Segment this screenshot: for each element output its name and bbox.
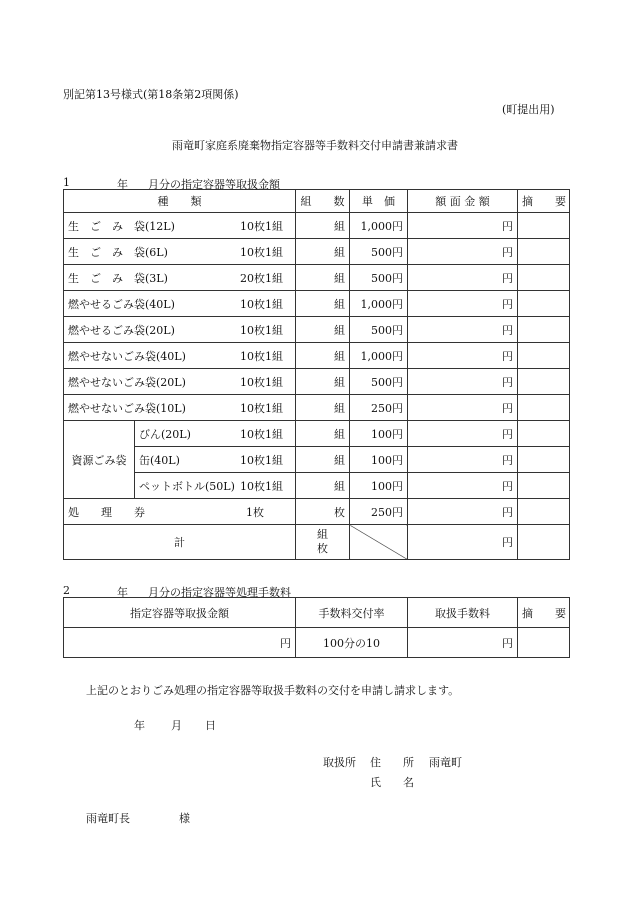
ticket-unit: 1枚 <box>246 505 264 519</box>
item-kind-cell <box>64 213 296 239</box>
page-title: 雨竜町家庭系廃棄物指定容器等手数料交付申請書兼請求書 <box>172 139 458 152</box>
header-handling-amount: 指定容器等取扱金額 <box>64 598 296 628</box>
resource-item-row <box>64 473 570 499</box>
statement: 上記のとおりごみ処理の指定容器等取扱手数料の交付を申請し請求します。 <box>86 684 460 697</box>
header-fee: 取扱手数料 <box>408 598 518 628</box>
item-price: 500円 <box>350 265 408 291</box>
header-kind: 種 類 <box>64 190 296 213</box>
ticket-price: 250円 <box>350 499 408 525</box>
total-price-diagonal <box>350 525 408 560</box>
total-unit-sheets: 枚 <box>317 542 328 555</box>
ticket-yen: 円 <box>408 499 518 525</box>
resource-price: 100円 <box>350 447 408 473</box>
total-note[interactable] <box>518 525 570 560</box>
ticket-note[interactable] <box>518 499 570 525</box>
resource-price: 100円 <box>350 473 408 499</box>
section1-caption: 月分の指定容器等取扱金額 <box>148 178 280 191</box>
item-price: 500円 <box>350 317 408 343</box>
item-name: 生 ご み 袋(12L) <box>68 219 175 233</box>
item-row <box>64 369 570 395</box>
item-set-unit: 組 <box>296 317 350 343</box>
header-price: 単 価 <box>350 190 408 213</box>
item-set-unit: 組 <box>296 213 350 239</box>
header-sets: 組 数 <box>296 190 350 213</box>
item-name: 燃やせないごみ袋(40L) <box>68 349 186 363</box>
item-set-unit: 組 <box>296 265 350 291</box>
section2-year: 年 <box>117 586 128 599</box>
handling-amount-yen: 円 <box>64 628 296 658</box>
addressee-suffix: 様 <box>179 812 190 825</box>
item-price: 1,000円 <box>350 291 408 317</box>
submit-to: (町提出用) <box>502 103 555 116</box>
item-price: 250円 <box>350 395 408 421</box>
item-note[interactable] <box>518 369 570 395</box>
item-name: 燃やせるごみ袋(40L) <box>68 297 175 311</box>
resource-kind-cell <box>135 473 296 499</box>
item-note[interactable] <box>518 317 570 343</box>
section1-year: 年 <box>117 178 128 191</box>
resource-set-unit: 組 <box>296 447 350 473</box>
resource-item-unit: 10枚1組 <box>240 427 283 441</box>
item-name: 生 ご み 袋(3L) <box>68 271 168 285</box>
resource-yen: 円 <box>408 421 518 447</box>
item-name: 燃やせないごみ袋(20L) <box>68 375 186 389</box>
section1-number: 1 <box>63 176 70 189</box>
item-price: 500円 <box>350 369 408 395</box>
item-price: 1,000円 <box>350 343 408 369</box>
item-set-unit: 組 <box>296 239 350 265</box>
rate-value: 100分の10 <box>296 628 408 658</box>
resource-note[interactable] <box>518 447 570 473</box>
item-yen: 円 <box>408 291 518 317</box>
item-set-unit: 組 <box>296 395 350 421</box>
resource-set-unit: 組 <box>296 421 350 447</box>
resource-item-row <box>64 447 570 473</box>
resource-item-unit: 10枚1組 <box>240 453 283 467</box>
header-note2: 摘 要 <box>518 598 570 628</box>
resource-note[interactable] <box>518 473 570 499</box>
form-id: 別記第13号様式(第18条第2項関係) <box>63 88 239 101</box>
item-unit: 10枚1組 <box>240 245 283 259</box>
item-note[interactable] <box>518 291 570 317</box>
resource-price: 100円 <box>350 421 408 447</box>
fee-table <box>63 597 570 658</box>
applicant-label: 取扱所 <box>323 756 356 769</box>
date-year: 年 <box>134 719 145 732</box>
item-row <box>64 343 570 369</box>
ticket-set-unit: 枚 <box>296 499 350 525</box>
item-row <box>64 239 570 265</box>
item-yen: 円 <box>408 213 518 239</box>
item-row <box>64 265 570 291</box>
item-note[interactable] <box>518 239 570 265</box>
total-row <box>64 525 570 560</box>
item-set-unit: 組 <box>296 291 350 317</box>
item-row <box>64 395 570 421</box>
date-month: 月 <box>171 719 182 732</box>
resource-set-unit: 組 <box>296 473 350 499</box>
item-note[interactable] <box>518 395 570 421</box>
item-row <box>64 213 570 239</box>
item-yen: 円 <box>408 317 518 343</box>
item-price: 1,000円 <box>350 213 408 239</box>
item-name: 生 ご み 袋(6L) <box>68 245 168 259</box>
item-yen: 円 <box>408 369 518 395</box>
ticket-cell <box>64 499 296 525</box>
item-kind-cell <box>64 317 296 343</box>
ticket-row <box>64 499 570 525</box>
fee-row <box>64 628 570 658</box>
item-note[interactable] <box>518 265 570 291</box>
resource-label: 資源ごみ袋 <box>64 421 135 499</box>
header-note: 摘 要 <box>518 190 570 213</box>
resource-kind-cell <box>135 447 296 473</box>
resource-item-name: 缶(40L) <box>139 453 180 467</box>
resource-yen: 円 <box>408 447 518 473</box>
addressee-name: 雨竜町長 <box>86 812 130 825</box>
total-yen: 円 <box>408 525 518 560</box>
fee-yen: 円 <box>408 628 518 658</box>
item-unit: 10枚1組 <box>240 323 283 337</box>
resource-item-name: ペットボトル(50L) <box>139 479 235 493</box>
handling-amount-table <box>63 189 570 560</box>
resource-item-unit: 10枚1組 <box>240 479 283 493</box>
total-units <box>296 525 350 560</box>
item-unit: 10枚1組 <box>240 219 283 233</box>
date-day: 日 <box>205 719 216 732</box>
total-unit-sets: 組 <box>317 528 328 541</box>
address-value: 雨竜町 <box>429 756 462 769</box>
item-kind-cell <box>64 395 296 421</box>
section2-caption: 月分の指定容器等処理手数料 <box>148 586 291 599</box>
item-kind-cell <box>64 291 296 317</box>
header-rate: 手数料交付率 <box>296 598 408 628</box>
resource-kind-cell <box>135 421 296 447</box>
resource-note[interactable] <box>518 421 570 447</box>
item-yen: 円 <box>408 395 518 421</box>
table2-header-row <box>64 598 570 628</box>
item-kind-cell <box>64 369 296 395</box>
fee-note[interactable] <box>518 628 570 658</box>
resource-item-row <box>64 421 570 447</box>
item-yen: 円 <box>408 265 518 291</box>
item-note[interactable] <box>518 343 570 369</box>
section2-number: 2 <box>63 584 70 597</box>
item-price: 500円 <box>350 239 408 265</box>
item-kind-cell <box>64 239 296 265</box>
name-label: 氏 名 <box>370 776 414 789</box>
item-note[interactable] <box>518 213 570 239</box>
item-name: 燃やせるごみ袋(20L) <box>68 323 175 337</box>
resource-yen: 円 <box>408 473 518 499</box>
item-unit: 10枚1組 <box>240 375 283 389</box>
item-set-unit: 組 <box>296 343 350 369</box>
item-unit: 10枚1組 <box>240 297 283 311</box>
resource-item-name: びん(20L) <box>139 427 191 441</box>
item-kind-cell <box>64 265 296 291</box>
address-label: 住 所 <box>370 756 414 769</box>
total-label: 計 <box>64 525 296 560</box>
item-set-unit: 組 <box>296 369 350 395</box>
item-unit: 10枚1組 <box>240 401 283 415</box>
item-name: 燃やせないごみ袋(10L) <box>68 401 186 415</box>
item-kind-cell <box>64 343 296 369</box>
header-amount: 額 面 金 額 <box>408 190 518 213</box>
ticket-name: 処 理 券 <box>68 505 145 519</box>
item-row <box>64 291 570 317</box>
table1-header-row <box>64 190 570 213</box>
item-row <box>64 317 570 343</box>
item-yen: 円 <box>408 239 518 265</box>
item-yen: 円 <box>408 343 518 369</box>
item-unit: 20枚1組 <box>240 271 283 285</box>
item-unit: 10枚1組 <box>240 349 283 363</box>
